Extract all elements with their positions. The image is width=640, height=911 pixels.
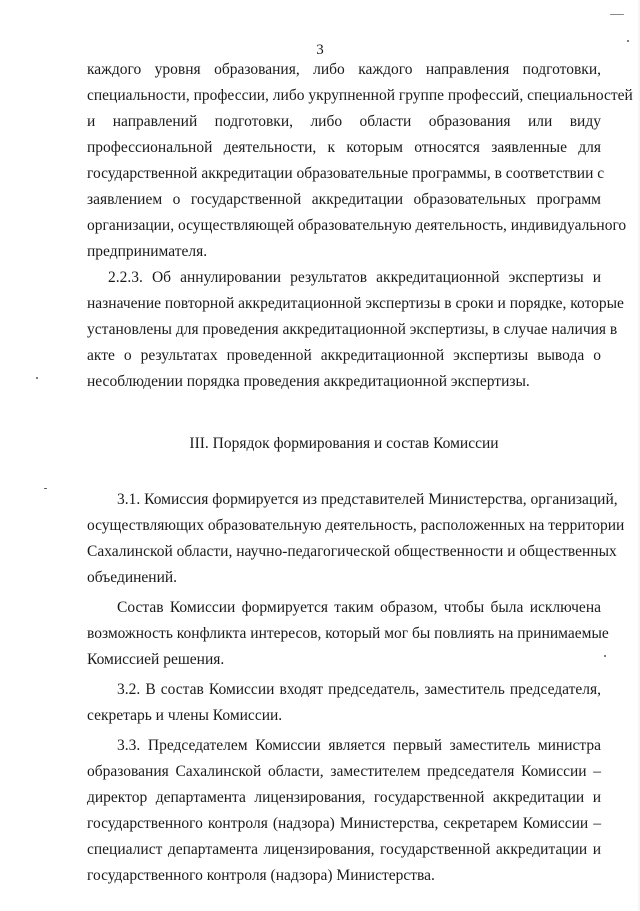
paragraph-continuation <box>87 57 633 265</box>
text-line: акте о результатах проведенной аккредитационной экспертизы вывода о <box>87 347 601 364</box>
text-line: несоблюдении порядка проведения аккредитационной экспертизы. <box>87 373 530 390</box>
text-line: специалист департамента лицензирования, государственной аккредитации и <box>87 841 601 858</box>
paragraph-3-3 <box>87 733 601 889</box>
text-line: 3.2. В состав Комиссии входят председатель, заместитель председателя, <box>117 681 601 698</box>
text-line: директор департамента лицензирования, государственной аккредитации и <box>87 789 601 806</box>
scan-speck <box>44 488 47 489</box>
scan-speck <box>627 40 629 42</box>
text-line: возможность конфликта интересов, который мог бы повлиять на принимаемые <box>87 625 609 642</box>
page-number: 3 <box>316 42 324 58</box>
paragraph-composition <box>87 595 609 673</box>
text-line: организации, осуществляющей образовательную деятельность, индивидуального <box>87 217 627 234</box>
text-line: и направлений подготовки, либо области образования или виду <box>87 113 601 130</box>
text-line: секретарь и члены Комиссии. <box>87 707 283 724</box>
text-line: образования Сахалинской области, заместителем председателя Комиссии – <box>87 763 601 780</box>
text-line: осуществляющих образовательную деятельность, расположенных на территории <box>87 517 625 534</box>
text-line: государственной аккредитации образовательные программы, в соответствии с <box>87 165 605 182</box>
paragraph-3-2 <box>87 677 601 729</box>
document-body <box>87 57 633 889</box>
text-line: Состав Комиссии формируется таким образом, чтобы была исключена <box>117 599 601 616</box>
text-line: профессиональной деятельности, к которым относятся заявленные для <box>87 139 601 156</box>
text-line: специальности, профессии, либо укрупненной группе профессий, специальностей <box>87 87 633 104</box>
scan-speck <box>610 14 624 15</box>
text-line: назначение повторной аккредитационной экспертизы в сроки и порядке, которые <box>87 295 624 312</box>
text-line: Сахалинской области, научно-педагогической общественности и общественных <box>87 543 617 560</box>
text-line: 2.2.3. Об аннулировании результатов аккредитационной экспертизы и <box>108 269 601 286</box>
paragraph-2-2-3 <box>87 265 624 395</box>
text-line: 3.1. Комиссия формируется из представителей Министерства, организаций, <box>117 491 618 508</box>
text-line: объединений. <box>87 569 178 586</box>
scan-speck <box>604 655 606 657</box>
text-line: заявлением о государственной аккредитации образовательных программ <box>87 191 601 208</box>
text-line: установлены для проведения аккредитационной экспертизы, в случае наличия в <box>87 321 618 338</box>
text-line: Комиссией решения. <box>87 651 225 668</box>
text-line: каждого уровня образования, либо каждого направления подготовки, <box>87 61 601 78</box>
paragraph-3-1 <box>87 487 625 591</box>
text-line: 3.3. Председателем Комиссии является первый заместитель министра <box>117 737 601 754</box>
text-line: предпринимателя. <box>87 243 208 260</box>
text-line: государственного контроля (надзора) Министерства, секретарем Комиссии – <box>87 815 601 832</box>
text-line: государственного контроля (надзора) Министерства. <box>87 867 435 884</box>
section-heading: III. Порядок формирования и состав Комиссии <box>189 435 499 452</box>
scan-speck <box>36 377 38 379</box>
